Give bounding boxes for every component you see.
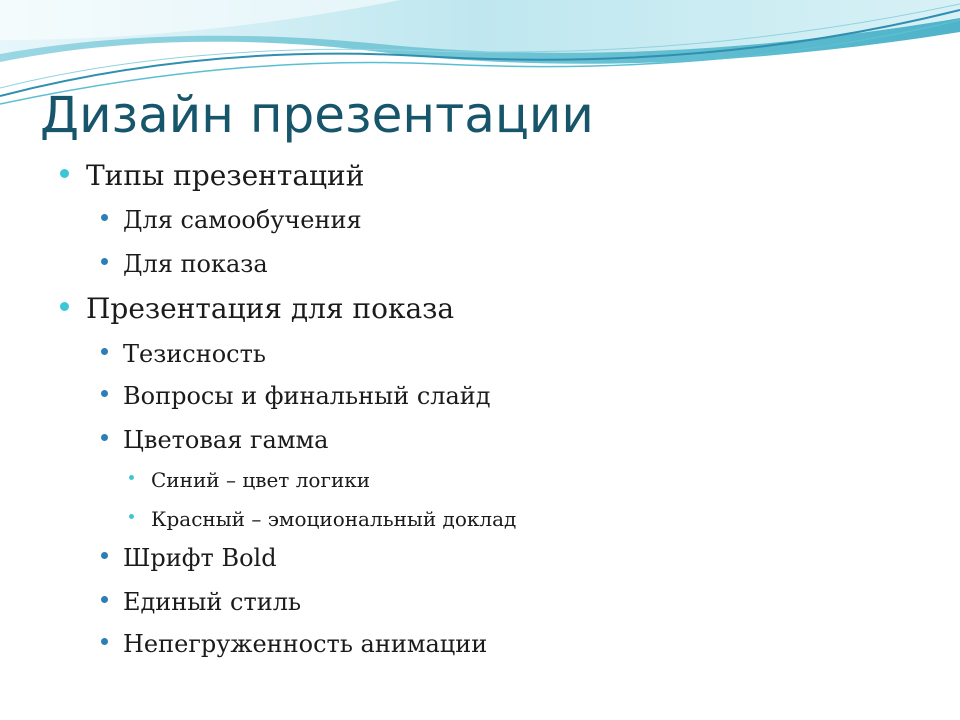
bullet-item-level-2: Единый стиль <box>123 588 302 616</box>
bullet-level-1-icon <box>60 169 69 178</box>
bullet-item-level-2: Для показа <box>123 250 268 278</box>
bullet-level-2-icon <box>101 596 108 603</box>
bullet-item-level-2: Непегруженность анимации <box>123 630 488 658</box>
slide-title: Дизайн презентации <box>40 86 594 144</box>
bullet-item-level-3: Синий – цвет логики <box>151 468 371 492</box>
bullet-level-2-icon <box>101 258 108 265</box>
bullet-item-level-2: Шрифт Bold <box>123 544 277 572</box>
bullet-level-2-icon <box>101 552 108 559</box>
bullet-item-level-2: Цветовая гамма <box>123 426 329 454</box>
bullet-item-level-1: Презентация для показа <box>86 292 455 325</box>
bullet-level-1-icon <box>60 302 69 311</box>
bullet-level-2-icon <box>101 434 108 441</box>
bullet-level-2-icon <box>101 638 108 645</box>
bullet-level-3-icon <box>129 514 134 519</box>
bullet-item-level-3: Красный – эмоциональный доклад <box>151 507 517 531</box>
bullet-level-2-icon <box>101 390 108 397</box>
bullet-level-2-icon <box>101 214 108 221</box>
bullet-item-level-2: Вопросы и финальный слайд <box>123 382 491 410</box>
bullet-item-level-2: Тезисность <box>123 340 266 368</box>
bullet-level-2-icon <box>101 348 108 355</box>
bullet-item-level-2: Для самообучения <box>123 206 362 234</box>
bullet-item-level-1: Типы презентаций <box>86 159 365 192</box>
bullet-level-3-icon <box>129 475 134 480</box>
